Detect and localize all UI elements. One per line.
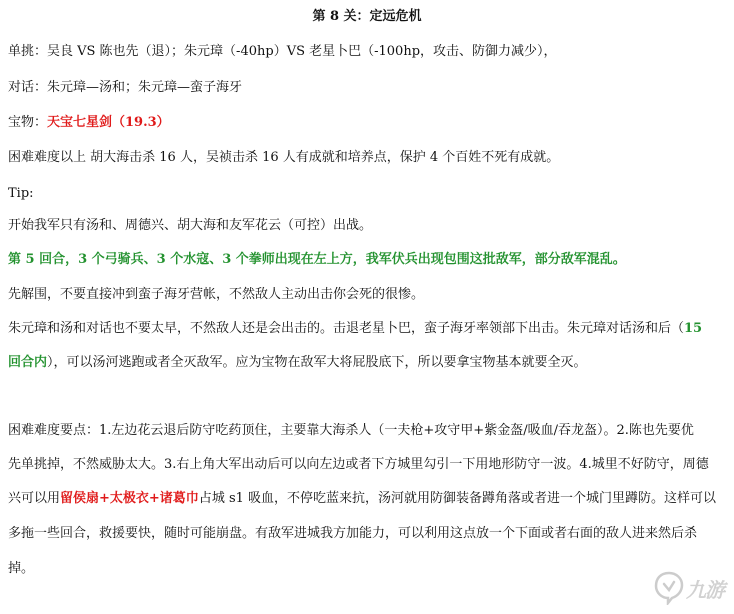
tip-label: Tip: bbox=[8, 186, 34, 201]
hard-l3-equipment: 留侯扇+太极衣+诸葛巾 bbox=[60, 491, 199, 506]
hard-line-5: 掉。 bbox=[8, 561, 35, 576]
tip4-round-number: 15 bbox=[684, 321, 703, 336]
hard-line-1: 困难难度要点：1.左边花云退后防守吃药顶住，主要靠大海杀人（一夫枪+攻守甲+紫金盔/吸血/吞龙盔）。2.陈也先要优 bbox=[8, 423, 694, 438]
hard-line-2: 先单挑掉，不然威胁太大。3.右上角大军出动后可以向左边或者下方城里勾引一下用地形防守一波。4.城里不好防守，周德 bbox=[8, 457, 709, 472]
hard-l3-text-c: 占城 s1 吸血，不停吃蓝来抗，汤河就用防御装备蹲角落或者进一个城门里蹲防。这样可以 bbox=[198, 491, 717, 506]
achievement-line: 困难难度以上 胡大海击杀 16 人，吴祯击杀 16 人有成就和培养点，保护 4 个百姓不死有成就。 bbox=[8, 150, 560, 165]
tip4-text-d: ），可以汤河逃跑或者全灭敌军。应为宝物在敌军大将屁股底下，所以要拿宝物基本就要全灭。 bbox=[47, 355, 587, 370]
treasure-line bbox=[8, 115, 170, 131]
tip-line-3: 先解围，不要直接冲到蛮子海牙营帐，不然敌人主动出击你会死的很惨。 bbox=[8, 287, 425, 302]
tip-line-4-cont bbox=[8, 355, 587, 371]
hard-l3-text-a: 兴可以用 bbox=[8, 491, 61, 506]
dialogue-line: 对话：朱元璋—汤和；朱元璋—蛮子海牙 bbox=[8, 80, 243, 95]
treasure-name: 天宝七星剑（19.3） bbox=[47, 115, 170, 130]
hard-line-3 bbox=[8, 491, 716, 507]
page-title: 第 8 关：定远危机 bbox=[312, 9, 422, 24]
treasure-label: 宝物： bbox=[8, 115, 48, 130]
tip-line-4 bbox=[8, 321, 702, 337]
tip-line-1: 开始我军只有汤和、周德兴、胡大海和友军花云（可控）出战。 bbox=[8, 218, 373, 233]
hard-line-4: 多拖一些回合，救援要快，随时可能崩盘。有敌军进城我方加能力，可以利用这点放一个下面或者右面的敌人进来然后杀 bbox=[8, 526, 698, 541]
watermark bbox=[654, 569, 728, 607]
watermark-text: 九游 bbox=[686, 577, 724, 602]
jiuyou-logo-icon bbox=[654, 571, 684, 605]
tip4-text-a: 朱元璋和汤和对话也不要太早，不然敌人还是会出击的。击退老星卜巴，蛮子海牙率领部下出击。朱元璋对话汤和后（ bbox=[8, 321, 685, 336]
tip4-round-suffix: 回合内 bbox=[8, 355, 48, 370]
single-combat-line: 单挑：吴良 VS 陈也先（退）；朱元璋（-40hp）VS 老星卜巴（-100hp，攻击、防御力减少）， bbox=[8, 44, 557, 59]
tip-line-2: 第 5 回合，3 个弓骑兵、3 个水寇、3 个拳师出现在左上方，我军伏兵出现包围这批敌军，部分敌军混乱。 bbox=[8, 252, 626, 267]
